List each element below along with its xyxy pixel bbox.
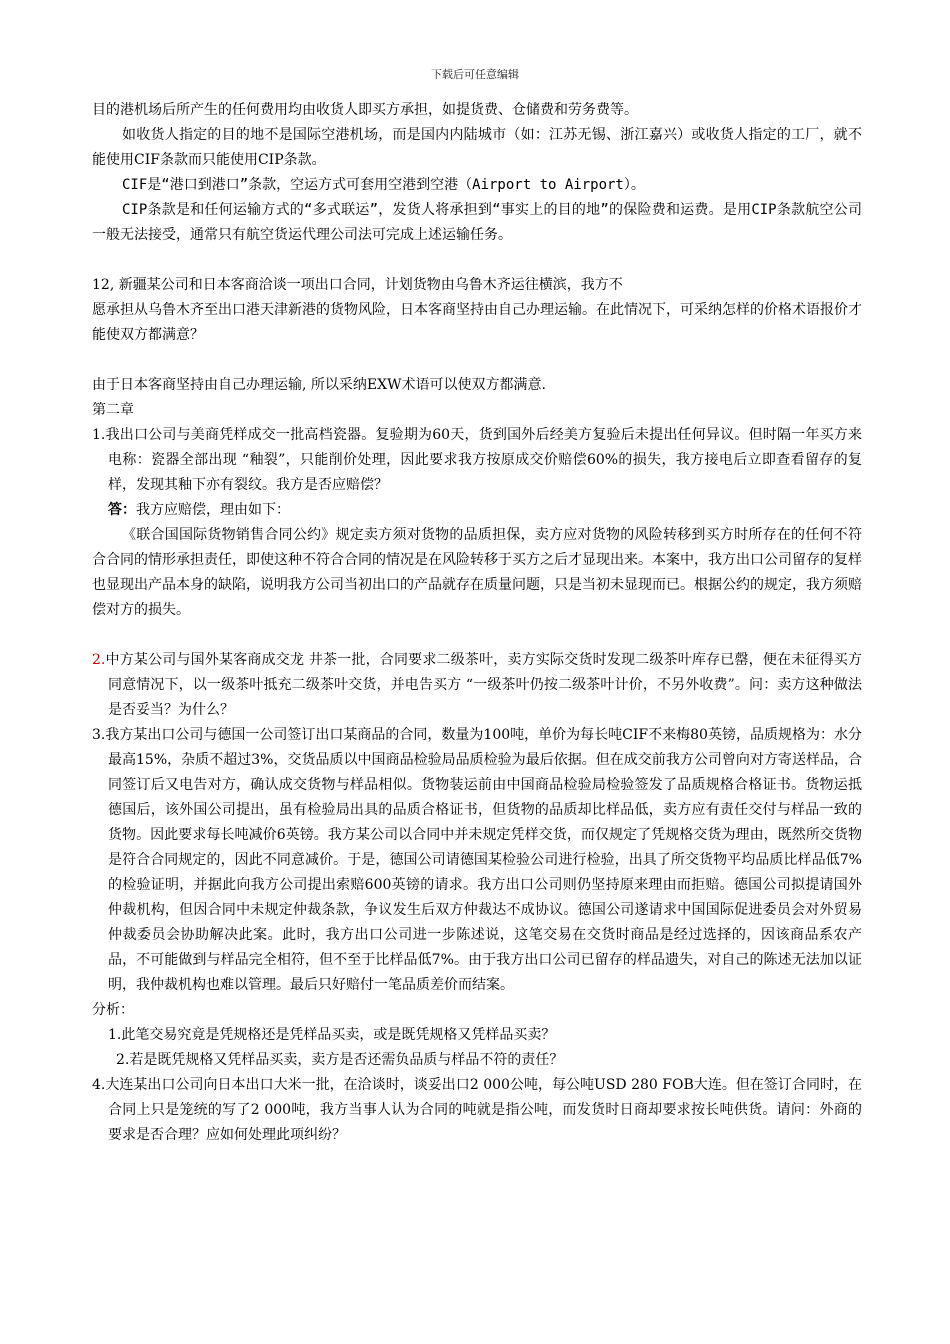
question-2-number: 2. [92,652,106,668]
paragraph-cip-multimodal: CIP条款是和任何运输方式的“多式联运”，发货人将承担到“事实上的目的地”的保险费和运费。是用CIP条款航空公司一般无法接受，通常只有航空货运代理公司法可完成上述运输任务。 [92,202,862,243]
question-1-answer-lead: 答：我方应赔偿，理由如下： [108,502,290,518]
question-4 [92,1073,862,1148]
question-3-text: 3.我方某出口公司与德国一公司签订出口某商品的合同，数量为100吨，单价为每长吨CIF不来梅80英镑，品质规格为：水分最高15%，杂质不超过3%，交货品质以中国商品检验局品质检验为最后依据。但在成交前我方公司曾向对方寄送样品，合同签订后又电告对方，确认成交货物与样品相似。货物装运前由中国商品检验局检验签发了品质规格合格证书。货物运抵德国后，该外国公司提出，虽有检验局出具的品质合格证书，但货物的品质却比样品低，卖方应有责任交付与样品一致的货物。因此要求每长吨减价6英镑。我方某公司以合同中并未规定凭样交货，而仅规定了凭规格交货为理由，既然所交货物是符合合同规定的，因此不同意减价。于是，德国公司请德国某检验公司进行检验，出具了所交货物平均品质比样品低7%的检验证明，并据此向我方公司提出索赔600英镑的请求。我方出口公司则仍坚持原来理由而拒赔。德国公司拟提请国外仲裁机构，但因合同中未规定仲裁条款，争议发生后双方仲裁达不成协议。德国公司遂请求中国国际促进委员会对外贸易仲裁委员会协助解决此案。此时，我方出口公司进一步陈述说，这笔交易在交货时商品是经过选择的，因该商品系农产品，不可能做到与样品完全相符，但不至于比样品低7%。由于我方出口公司已留存的样品遗失，对自己的陈述无法加以证明，我仲裁机构也难以管理。最后只好赔付一笔品质差价而结案。 [92,727,862,993]
question-3-number: 3. [92,727,106,743]
spacer [92,248,862,273]
question-12-line2: 愿承担从乌鲁木齐至出口港天津新港的货物风险，日本客商坚持由自己办理运输。在此情况下，可采纳怎样的价格术语报价才能使双方都满意？ [92,302,862,343]
question-1-number: 1. [92,427,106,443]
question-4-text: 4.大连某出口公司向日本出口大米一批，在洽谈时，谈妥出口2 000公吨，每公吨USD 280 FOB大连。但在签订合同时，在合同上只是笼统的写了2 000吨，我方当事人认为合同的吨就是指公吨，而发货时日商却要求按长吨供货。请问：外商的要求是否合理？应如何处理此项纠纷？ [92,1077,862,1143]
analysis-item-2: 2.若是既凭规格又凭样品买卖，卖方是否还需负品质与样品不符的责任？ [116,1052,564,1068]
question-12-answer: 由于日本客商坚持由自己办理运输, 所以采纳EXW术语可以使双方都满意. [92,377,546,393]
paragraph-cif-costs: 目的港机场后所产生的任何费用均由收货人即买方承担，如提货费、仓储费和劳务费等。 [92,102,638,118]
page-header: 下载后可任意编辑 [431,68,519,81]
document-body [92,98,862,1148]
question-1-text: 1.我出口公司与美商凭样成交一批高档瓷器。复验期为60天，货到国外后经美方复验后未提出任何异议。但时隔一年买方来电称：瓷器全部出现 “釉裂”，只能削价处理，因此要求我方按原成交价赔偿60%的损失，我方接电后立即查看留存的复样，发现其釉下亦有裂纹。我方是否应赔偿？ [92,427,862,493]
question-4-number: 4. [92,1077,106,1093]
question-2 [92,648,862,723]
question-2-text: 2.中方某公司与国外某客商成交龙 井茶一批，合同要求二级茶叶，卖方实际交货时发现二级茶叶库存已罄，便在未征得买方同意情况下，以一级茶叶抵充二级茶叶交货，并电告买方 “一级茶叶仍按二级茶叶计价，不另外收费”。问：卖方这种做法是否妥当？为什么？ [92,652,862,718]
question-1 [92,423,862,498]
spacer [92,623,862,648]
analysis-label: 分析： [92,1002,134,1018]
analysis-item-1: 1.此笔交易究竟是凭规格还是凭样品买卖，或是既凭规格又凭样品买卖？ [108,1027,556,1043]
spacer [92,348,862,373]
chapter-title: 第二章 [92,402,134,418]
answer-label: 答： [108,502,136,518]
paragraph-cip-inland: 如收货人指定的目的地不是国际空港机场，而是国内内陆城市（如：江苏无锡、浙江嘉兴）或收货人指定的工厂，就不能使用CIF条款而只能使用CIP条款。 [92,127,862,168]
paragraph-cif-port: CIF是“港口到港口”条款，空运方式可套用空港到空港（Airport to Airport）。 [122,177,645,193]
question-12-line1: 12, 新疆某公司和日本客商洽谈一项出口合同，计划货物由乌鲁木齐运往横滨，我方不 [92,277,623,293]
question-1-answer-body: 《联合国国际货物销售合同公约》规定卖方须对货物的品质担保，卖方应对货物的风险转移到买方时所存在的任何不符合合同的情形承担责任，即使这种不符合合同的情况是在风险转移于买方之后才显现出来。本案中，我方出口公司留存的复样也显现出产品本身的缺陷，说明我方公司当初出口的产品就存在质量问题，只是当初未显现而已。根据公约的规定，我方须赔偿对方的损失。 [92,527,862,618]
question-3 [92,723,862,998]
